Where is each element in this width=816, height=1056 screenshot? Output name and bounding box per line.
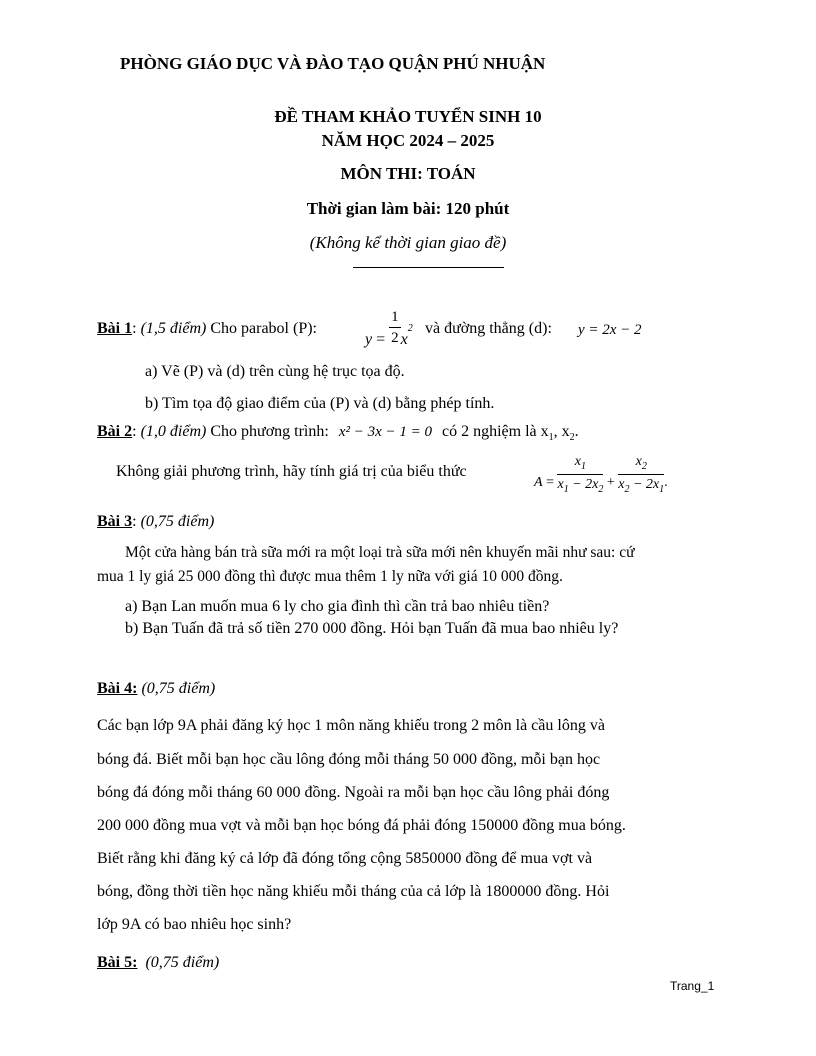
- bai1-points: (1,5 điểm): [140, 320, 207, 337]
- bai4-line-6: bóng, đồng thời tiền học năng khiếu mỗi tháng của cả lớp là 1800000 đồng. Hỏi: [97, 883, 610, 900]
- school-year: NĂM HỌC 2024 – 2025: [321, 131, 495, 150]
- bai1-label: Bài 1: [97, 320, 133, 337]
- page-number: Trang_1: [670, 979, 715, 993]
- duration: Thời gian làm bài: 120 phút: [306, 199, 510, 218]
- bai3-points: (0,75 điểm): [140, 513, 215, 530]
- line-equation: y = 2x − 2: [578, 322, 642, 338]
- bai4-heading: [97, 680, 215, 698]
- bai4-line-2: bóng đá. Biết mỗi bạn học cầu lông đóng mỗi tháng 50 000 đồng, mỗi bạn học: [97, 751, 601, 768]
- bai4-points: (0,75 điểm): [141, 680, 216, 697]
- bai5-points: (0,75 điểm): [145, 954, 220, 971]
- bai4-line-5: Biết rằng khi đăng ký cả lớp đã đóng tổng cộng 5850000 đồng để mua vợt và: [97, 850, 593, 867]
- bai5-heading: [97, 954, 219, 972]
- bai4-line-7: lớp 9A có bao nhiêu học sinh?: [97, 916, 292, 933]
- bai1-intro: Cho parabol (P):: [210, 320, 317, 337]
- bai3-heading: Bài 3: (0,75 điểm): [97, 513, 215, 530]
- bai2-equation: x² − 3x − 1 = 0: [338, 424, 432, 440]
- expression-A: A = $\frac{x_1}{x_1 - 2x_2}$ + $\frac{x_2}{x_2 - 2x_1}$ .: [534, 454, 668, 495]
- bai3-item-b: b) Bạn Tuấn đã trả số tiền 270 000 đồng. Hỏi bạn Tuấn đã mua bao nhiêu ly?: [125, 620, 619, 637]
- bai5-label: Bài 5:: [97, 954, 138, 971]
- exam-title: ĐỀ THAM KHẢO TUYỂN SINH 10: [274, 107, 542, 126]
- department-heading: PHÒNG GIÁO DỤC VÀ ĐÀO TẠO QUẬN PHÚ NHUẬN: [120, 54, 546, 73]
- time-note: (Không kể thời gian giao đề): [309, 233, 507, 252]
- bai2-label: Bài 2: [97, 423, 133, 440]
- header-divider: [353, 267, 504, 268]
- bai2-roots: có 2 nghiệm là $x_1$, $x_2$.: [442, 423, 579, 444]
- bai1-item-b: b) Tìm tọa độ giao điểm của (P) và (d) bằng phép tính.: [145, 395, 495, 412]
- bai4-line-4: 200 000 đồng mua vợt và mỗi bạn học bóng đá phải đóng 150000 đồng mua bóng.: [97, 817, 626, 834]
- bai4-line-3: bóng đá đóng mỗi tháng 60 000 đồng. Ngoài ra mỗi bạn học cầu lông phải đóng: [97, 784, 610, 801]
- bai2-points: (1,0 điểm): [140, 423, 207, 440]
- bai3-paragraph-line1: Một cửa hàng bán trà sữa mới ra một loại trà sữa mới nên khuyến mãi như sau: cứ: [125, 544, 635, 561]
- bai3-label: Bài 3: [97, 513, 133, 530]
- parabol-equation: y = $\frac{1}{2}$ $x^2$: [365, 309, 413, 348]
- bai1-connector: và đường thẳng (d):: [425, 320, 552, 337]
- bai3-paragraph-line2: mua 1 ly giá 25 000 đồng thì được mua thêm 1 ly nữa với giá 10 000 đồng.: [97, 568, 563, 585]
- bai4-line-1: Các bạn lớp 9A phải đăng ký học 1 môn năng khiếu trong 2 môn là cầu lông và: [97, 717, 605, 734]
- bai1-item-a: a) Vẽ (P) và (d) trên cùng hệ trục tọa độ.: [145, 363, 405, 380]
- bai2-intro: Cho phương trình:: [210, 423, 329, 440]
- bai4-label: Bài 4:: [97, 680, 138, 697]
- bai2-line: Bài 2: (1,0 điểm) Cho phương trình: x² − 3x − 1 = 0 có 2 nghiệm là $x_1$, $x_2$.: [97, 423, 579, 444]
- subject: MÔN THI: TOÁN: [340, 164, 476, 183]
- bai3-item-a: a) Bạn Lan muốn mua 6 ly cho gia đình thì cần trả bao nhiêu tiền?: [125, 598, 550, 615]
